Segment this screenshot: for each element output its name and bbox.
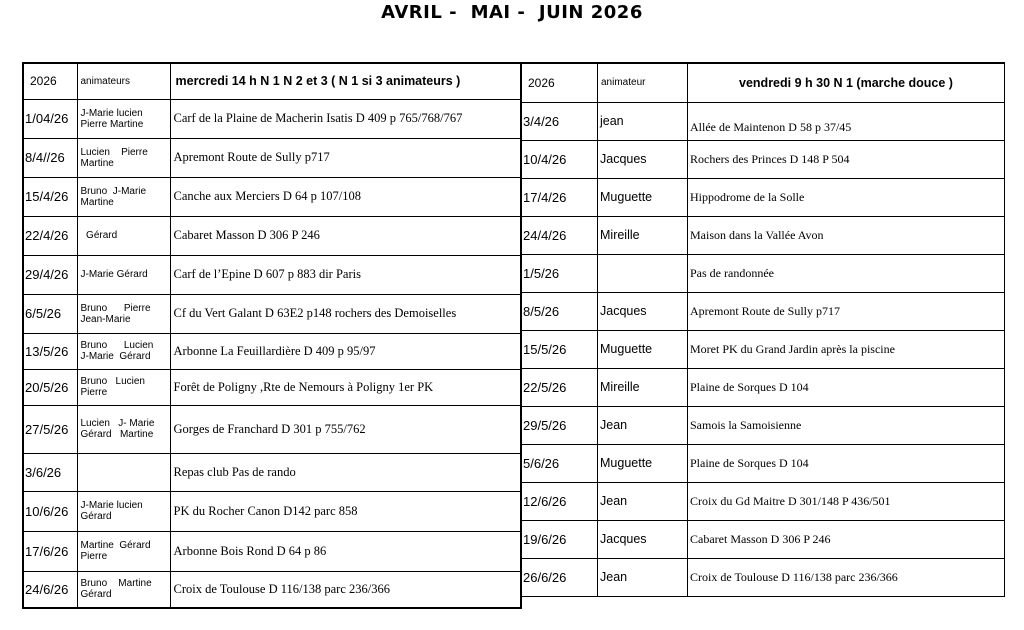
row-place: Moret PK du Grand Jardin après la piscine	[688, 330, 1005, 368]
table-header-row	[522, 63, 1005, 102]
friday-schedule-table	[521, 62, 1005, 597]
table-row	[522, 178, 1005, 216]
row-date: 10/6/26	[23, 491, 77, 531]
row-date: 22/5/26	[522, 368, 598, 406]
row-date: 24/4/26	[522, 216, 598, 254]
table-row	[23, 405, 521, 453]
row-date: 27/5/26	[23, 405, 77, 453]
table-row	[522, 368, 1005, 406]
table-row	[522, 520, 1005, 558]
row-animators: Bruno Lucien Pierre	[77, 369, 170, 405]
row-place: Croix de Toulouse D 116/138 parc 236/366	[688, 558, 1005, 596]
row-date: 20/5/26	[23, 369, 77, 405]
animator-header: animateur	[598, 63, 688, 102]
row-place: PK du Rocher Canon D142 parc 858	[170, 491, 521, 531]
row-date: 19/6/26	[522, 520, 598, 558]
table-row	[23, 294, 521, 333]
row-date: 3/6/26	[23, 453, 77, 491]
animators-header: animateurs	[77, 63, 170, 99]
year-header: 2026	[23, 63, 77, 99]
row-animators: Bruno Martine Gérard	[77, 571, 170, 608]
row-place: Plaine de Sorques D 104	[688, 368, 1005, 406]
row-animators: Bruno Pierre Jean-Marie	[77, 294, 170, 333]
row-date: 26/6/26	[522, 558, 598, 596]
row-animator: Muguette	[598, 444, 688, 482]
row-place: Allée de Maintenon D 58 p 37/45	[688, 102, 1005, 140]
row-place: Croix du Gd Maitre D 301/148 P 436/501	[688, 482, 1005, 520]
row-animators: J-Marie Gérard	[77, 255, 170, 294]
row-animator: Mireille	[598, 368, 688, 406]
row-place: Maison dans la Vallée Avon	[688, 216, 1005, 254]
row-animator: Muguette	[598, 178, 688, 216]
table-row	[23, 216, 521, 255]
table-row	[522, 292, 1005, 330]
table-row	[522, 254, 1005, 292]
table-row	[23, 571, 521, 608]
row-date: 17/4/26	[522, 178, 598, 216]
row-date: 12/6/26	[522, 482, 598, 520]
row-animators: Bruno Lucien J-Marie Gérard	[77, 333, 170, 369]
table-row	[23, 99, 521, 138]
row-place: Repas club Pas de rando	[170, 453, 521, 491]
row-date: 29/5/26	[522, 406, 598, 444]
table-row	[23, 369, 521, 405]
row-place: Cf du Vert Galant D 63E2 p148 rochers des Demoiselles	[170, 294, 521, 333]
table-row	[23, 333, 521, 369]
row-date: 5/6/26	[522, 444, 598, 482]
row-date: 15/4/26	[23, 177, 77, 216]
row-place: Hippodrome de la Solle	[688, 178, 1005, 216]
wednesday-schedule-table	[22, 62, 522, 609]
row-place: Rochers des Princes D 148 P 504	[688, 140, 1005, 178]
row-date: 1/04/26	[23, 99, 77, 138]
schedule-header: vendredi 9 h 30 N 1 (marche douce )	[688, 63, 1005, 102]
row-animators: Martine Gérard Pierre	[77, 531, 170, 571]
table-row	[23, 177, 521, 216]
row-place: Apremont Route de Sully p717	[688, 292, 1005, 330]
row-animator: Jacques	[598, 520, 688, 558]
table-row	[522, 140, 1005, 178]
row-animators	[77, 453, 170, 491]
table-row	[522, 102, 1005, 140]
row-place: Gorges de Franchard D 301 p 755/762	[170, 405, 521, 453]
row-date: 29/4/26	[23, 255, 77, 294]
table-row	[23, 255, 521, 294]
row-animator: Muguette	[598, 330, 688, 368]
row-place: Forêt de Poligny ,Rte de Nemours à Poligny 1er PK	[170, 369, 521, 405]
row-date: 15/5/26	[522, 330, 598, 368]
row-place: Cabaret Masson D 306 P 246	[688, 520, 1005, 558]
row-animators: Lucien J- Marie Gérard Martine	[77, 405, 170, 453]
table-row	[23, 491, 521, 531]
row-animator: Mireille	[598, 216, 688, 254]
year-header: 2026	[522, 63, 598, 102]
table-row	[522, 216, 1005, 254]
row-place: Plaine de Sorques D 104	[688, 444, 1005, 482]
row-animators: Gérard	[77, 216, 170, 255]
row-animator: jean	[598, 102, 688, 140]
row-place: Pas de randonnée	[688, 254, 1005, 292]
page-title: AVRIL - MAI - JUIN 2026	[381, 2, 643, 23]
row-date: 6/5/26	[23, 294, 77, 333]
row-date: 22/4/26	[23, 216, 77, 255]
row-animator: Jean	[598, 482, 688, 520]
table-row	[522, 558, 1005, 596]
row-place: Arbonne La Feuillardière D 409 p 95/97	[170, 333, 521, 369]
table-row	[522, 444, 1005, 482]
row-date: 8/5/26	[522, 292, 598, 330]
row-date: 3/4/26	[522, 102, 598, 140]
row-date: 13/5/26	[23, 333, 77, 369]
row-animators: Bruno J-Marie Martine	[77, 177, 170, 216]
row-animators: J-Marie lucien Gérard	[77, 491, 170, 531]
row-place: Samois la Samoisienne	[688, 406, 1005, 444]
row-date: 10/4/26	[522, 140, 598, 178]
row-place: Croix de Toulouse D 116/138 parc 236/366	[170, 571, 521, 608]
row-date: 8/4//26	[23, 138, 77, 177]
row-date: 17/6/26	[23, 531, 77, 571]
table-row	[23, 138, 521, 177]
row-animators: Lucien Pierre Martine	[77, 138, 170, 177]
row-date: 1/5/26	[522, 254, 598, 292]
table-row	[23, 453, 521, 491]
row-place: Arbonne Bois Rond D 64 p 86	[170, 531, 521, 571]
table-header-row	[23, 63, 521, 99]
table-row	[522, 406, 1005, 444]
row-place: Carf de l’Epine D 607 p 883 dir Paris	[170, 255, 521, 294]
row-animator: Jean	[598, 558, 688, 596]
row-animator: Jacques	[598, 140, 688, 178]
row-date: 24/6/26	[23, 571, 77, 608]
row-animator	[598, 254, 688, 292]
row-place: Cabaret Masson D 306 P 246	[170, 216, 521, 255]
row-animator: Jean	[598, 406, 688, 444]
schedule-header: mercredi 14 h N 1 N 2 et 3 ( N 1 si 3 animateurs )	[170, 63, 521, 99]
row-place: Canche aux Merciers D 64 p 107/108	[170, 177, 521, 216]
row-place: Carf de la Plaine de Macherin Isatis D 409 p 765/768/767	[170, 99, 521, 138]
table-row	[522, 482, 1005, 520]
row-animator: Jacques	[598, 292, 688, 330]
row-animators: J-Marie lucien Pierre Martine	[77, 99, 170, 138]
table-row	[522, 330, 1005, 368]
row-place: Apremont Route de Sully p717	[170, 138, 521, 177]
table-row	[23, 531, 521, 571]
